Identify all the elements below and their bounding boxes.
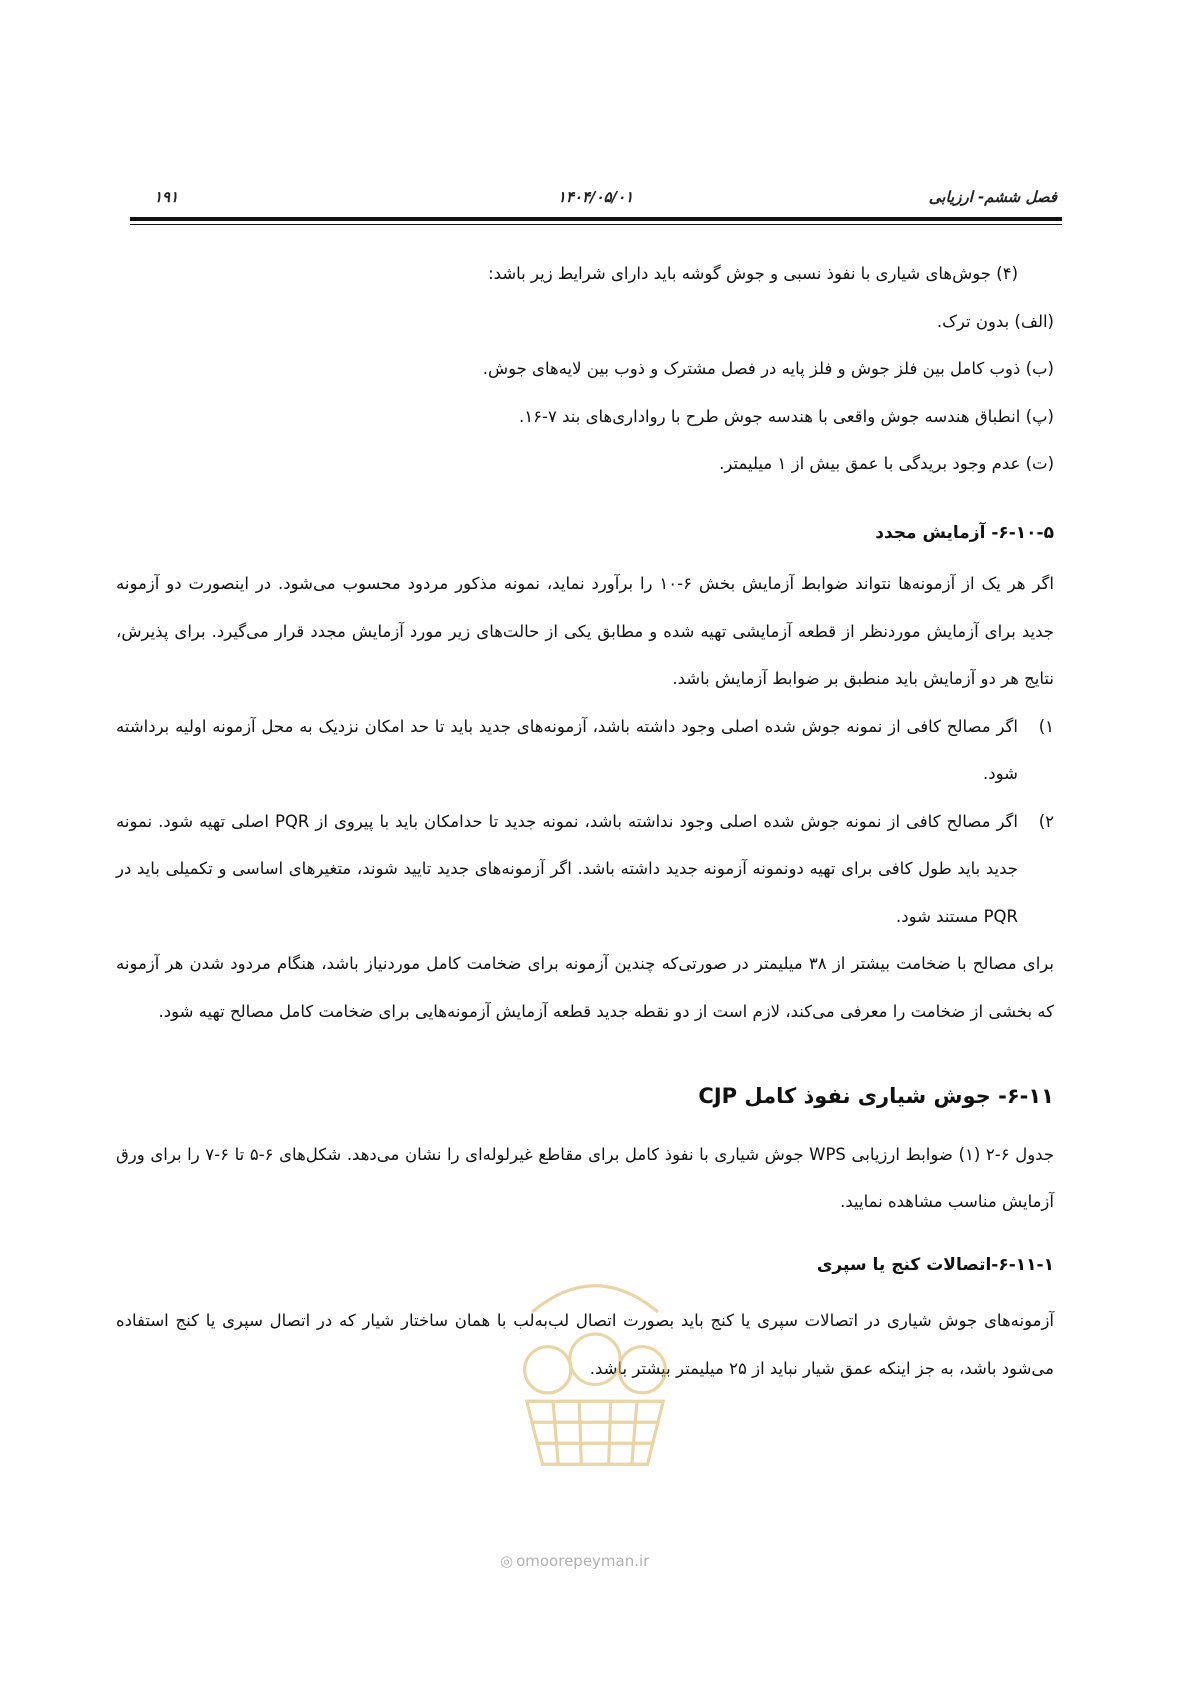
cjp-paragraph: جدول ۶-۲ (۱) ضوابط ارزیابی WPS جوش شیاری با نفوذ کامل برای مقاطع غیرلوله‌ای را نشان می‌دهد. شکل‌های ۶-۵ تا ۶-۷ را برای ورق آزمایش مناسب مشاهده نمایید. [116,1144,1055,1211]
instagram-icon: ◎ [500,1552,514,1570]
list-item: (پ) انطباق هندسه جوش واقعی با هندسه جوش طرح با رواداری‌های بند ۷-۱۶. [519,406,1054,426]
list-item-text: اگر مصالح کافی از نمونه جوش شده اصلی وجود داشته باشد، آزمونه‌های جدید باید تا حد امکان نزدیک به محل آزمونه اولیه برداشته شود. [116,716,1018,783]
header-date: ۱۴۰۴/۰۵/۰۱ [557,188,634,206]
list-item-text: اگر مصالح کافی از نمونه جوش شده اصلی وجود نداشته باشد، نمونه جدید تا حدامکان باید با پیروی از PQR اصلی تهیه شود. نمونه جدید باید طول کافی برای تهیه دونمونه آزمونه جدید داشته باشد. اگر آزمونه‌های جدید تایید شوند، متغیرهای اساسی و تکمیلی باید در PQR مستند شود. [116,811,1018,926]
header-rule-thin [130,224,1062,225]
chapter-title: فصل ششم- ارزیابی [928,188,1057,206]
retest-paragraph: اگر هر یک از آزمونه‌ها نتواند ضوابط آزمایش بخش ۶-۱۰ را برآورد نماید، نمونه مذکور مردود محسوب می‌شود. در اینصورت دو آزمونه جدید برای آزمایش موردنظر از قطعه آزمایشی تهیه شده و مطابق یکی از حالت‌های زیر مورد آزمایش مجدد قرار می‌گیرد. برای پذیرش، نتایج هر دو آزمایش باید منطبق بر ضوابط آزمایش باشد. [116,574,1055,688]
section-heading-corner: ۶-۱۱-۱-اتصالات کنج یا سپری [816,1254,1054,1275]
list-item: (ت) عدم وجود بریدگی با عمق بیش از ۱ میلیمتر. [719,454,1054,473]
thickness-paragraph: برای مصالح با ضخامت بیشتر از ۳۸ میلیمتر در صورتی‌که چندین آزمونه برای ضخامت کامل موردنیاز باشد، هنگام مردود شدن هر آزمونه که بخشی از ضخامت را معرفی می‌کند، لازم است از دو نقطه جدید قطعه آزمایش آزمونه‌هایی برای ضخامت کامل مصالح تهیه شود. [116,954,1054,1021]
stamp-seal-icon [490,1270,700,1480]
list-item: (ب) ذوب کامل بین فلز جوش و فلز پایه در فصل مشترک و ذوب بین لایه‌های جوش. [482,359,1054,378]
page-number: ۱۹۱ [154,188,179,206]
watermark-text: omoorepeyman.ir [516,1552,650,1570]
section-heading-retest: ۶-۱۰-۵- آزمایش مجدد [875,522,1054,543]
watermark [500,1552,649,1570]
list-item-number: ۱) [1038,716,1054,736]
section-heading-cjp: ۶-۱۱- جوش شیاری نفوذ کامل CJP [698,1084,1054,1108]
page-content [116,250,1054,1392]
corner-paragraph: آزمونه‌های جوش شیاری در اتصالات سپری یا کنج باید بصورت اتصال لب‌به‌لب با همان ساختار شیار که در اتصال سپری یا کنج استفاده می‌شود باشد، به جز اینکه عمق شیار نباید از ۲۵ میلیمتر بیشتر باشد. [116,1311,1054,1378]
intro-paragraph: (۴) جوش‌های شیاری با نفوذ نسبی و جوش گوشه باید دارای شرایط زیر باشد: [488,264,1018,283]
list-item: (الف) بدون ترک. [936,311,1054,331]
list-item [116,798,1054,941]
header-rule-thick [130,217,1062,221]
list-item [116,703,1054,798]
list-item-number: ۲) [1038,811,1054,831]
